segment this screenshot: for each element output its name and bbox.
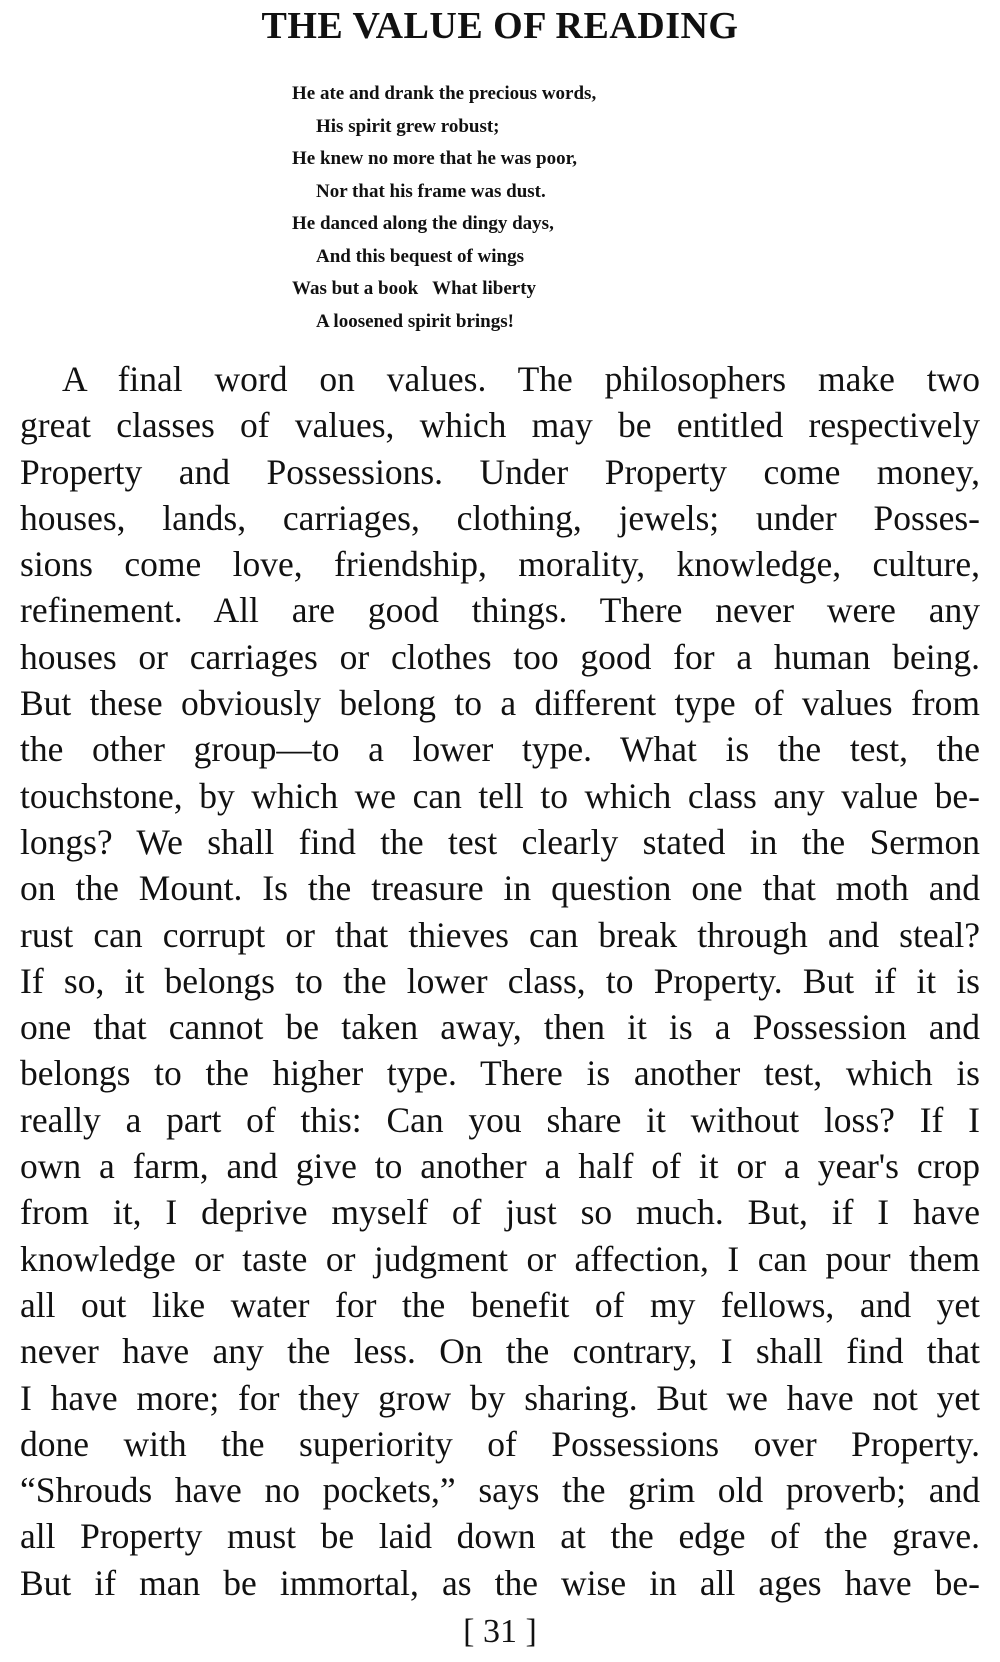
body-line: all out like water for the benefit of my fellows, and yet <box>20 1284 980 1325</box>
body-line: longs? We shall find the test clearly stated in the Sermon <box>20 821 980 862</box>
body-line: sions come love, friendship, morality, knowledge, culture, <box>20 544 980 585</box>
page-number: [ 31 ] <box>463 1613 537 1650</box>
body-line: all Property must be laid down at the edge of the grave. <box>20 1516 980 1557</box>
body-line: “Shrouds have no pockets,” says the grim old proverb; and <box>20 1470 980 1511</box>
body-line: never have any the less. On the contrary, I shall find that <box>20 1331 980 1372</box>
body-line: done with the superiority of Possessions over Property. <box>20 1423 980 1464</box>
body-line: touchstone, by which we can tell to which class any value be- <box>20 775 980 816</box>
body-line: one that cannot be taken away, then it is a Possession and <box>20 1007 980 1048</box>
poem-epigraph <box>292 78 752 338</box>
poem-line: He knew no more that he was poor, <box>292 148 578 169</box>
body-paragraph <box>20 356 980 1606</box>
body-line: A final word on values. The philosophers make two <box>62 359 980 399</box>
poem-line: Was but a book What liberty <box>292 278 537 299</box>
body-line: on the Mount. Is the treasure in question one that moth and <box>20 868 980 909</box>
body-line: really a part of this: Can you share it without loss? If I <box>20 1099 980 1140</box>
body-line: I have more; for they grow by sharing. But we have not yet <box>20 1377 980 1418</box>
body-line: own a farm, and give to another a half of it or a year's crop <box>20 1146 980 1187</box>
body-line: houses or carriages or clothes too good for a human being. <box>20 636 980 677</box>
page-title: THE VALUE OF READING <box>261 5 739 47</box>
body-line: rust can corrupt or that thieves can break through and steal? <box>20 914 980 955</box>
body-line: But these obviously belong to a different type of values from <box>20 683 980 724</box>
poem-line: Nor that his frame was dust. <box>316 180 546 202</box>
body-line: belongs to the higher type. There is another test, which is <box>20 1053 980 1094</box>
body-line: refinement. All are good things. There never were any <box>20 590 980 631</box>
body-line: If so, it belongs to the lower class, to Property. But if it is <box>20 960 980 1001</box>
poem-line: He danced along the dingy days, <box>292 213 554 234</box>
poem-line: His spirit grew robust; <box>316 115 500 137</box>
poem-line: A loosened spirit brings! <box>316 310 514 332</box>
body-line: from it, I deprive myself of just so much. But, if I have <box>20 1192 980 1233</box>
poem-line: And this bequest of wings <box>316 245 524 267</box>
body-line: Property and Possessions. Under Property come money, <box>20 451 980 492</box>
body-line: the other group—to a lower type. What is the test, the <box>20 729 980 770</box>
poem-line: He ate and drank the precious words, <box>292 83 597 104</box>
body-line: great classes of values, which may be entitled respectively <box>20 405 980 446</box>
body-line: knowledge or taste or judgment or affection, I can pour them <box>20 1238 980 1279</box>
body-line: houses, lands, carriages, clothing, jewels; under Posses- <box>20 497 980 538</box>
body-line: But if man be immortal, as the wise in all ages have be- <box>20 1562 980 1603</box>
